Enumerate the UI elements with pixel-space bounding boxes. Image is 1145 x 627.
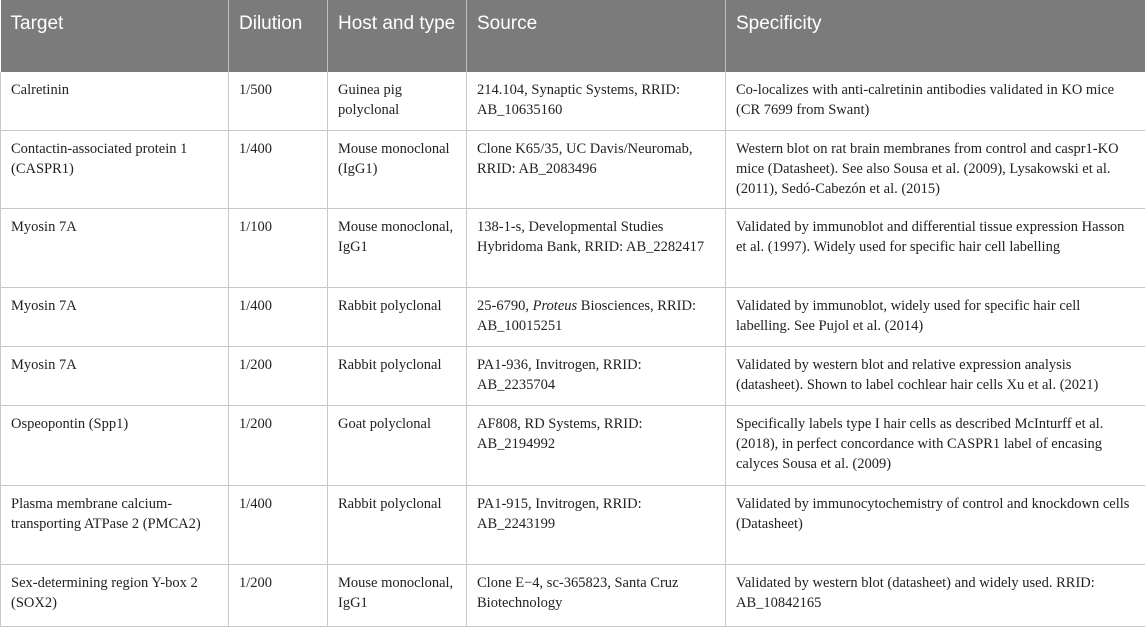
cell-specificity: Validated by western blot and relative expression analysis (datasheet). Shown to label cochlear hair cells Xu et al. (2021)	[726, 346, 1145, 405]
header-dilution: Dilution	[229, 0, 328, 72]
cell-target: Plasma membrane calcium-transporting ATPase 2 (PMCA2)	[1, 485, 229, 564]
cell-specificity: Validated by immunoblot and differential tissue expression Hasson et al. (1997). Widely used for specific hair cell labelling	[726, 208, 1145, 287]
cell-host: Mouse monoclonal, IgG1	[328, 564, 467, 626]
cell-target: Sex-determining region Y-box 2 (SOX2)	[1, 564, 229, 626]
cell-host: Rabbit polyclonal	[328, 346, 467, 405]
cell-source: Clone K65/35, UC Davis/Neuromab, RRID: AB_2083496	[467, 130, 726, 208]
cell-target: Ospeopontin (Spp1)	[1, 405, 229, 485]
cell-source	[467, 287, 726, 346]
table-body	[1, 72, 1145, 626]
table-row	[1, 72, 1145, 130]
cell-specificity: Validated by immunocytochemistry of control and knockdown cells (Datasheet)	[726, 485, 1145, 564]
cell-dilution: 1/200	[229, 564, 328, 626]
cell-specificity: Specifically labels type I hair cells as described McInturff et al. (2018), in perfect concordance with CASPR1 label of encasing calyces Sousa et al. (2009)	[726, 405, 1145, 485]
cell-specificity: Western blot on rat brain membranes from control and caspr1-KO mice (Datasheet). See also Sousa et al. (2009), Lysakowski et al. (2011), Sedó-Cabezón et al. (2015)	[726, 130, 1145, 208]
cell-dilution: 1/400	[229, 485, 328, 564]
cell-target: Myosin 7A	[1, 346, 229, 405]
table-row	[1, 346, 1145, 405]
header-specificity: Specificity	[726, 0, 1145, 72]
cell-source: AF808, RD Systems, RRID: AB_2194992	[467, 405, 726, 485]
cell-specificity: Validated by immunoblot, widely used for specific hair cell labelling. See Pujol et al. (2014)	[726, 287, 1145, 346]
cell-dilution: 1/400	[229, 130, 328, 208]
table-row	[1, 485, 1145, 564]
header-host-and-type: Host and type	[328, 0, 467, 72]
source-italic: Proteus	[532, 297, 578, 314]
cell-specificity: Validated by western blot (datasheet) and widely used. RRID: AB_10842165	[726, 564, 1145, 626]
cell-source: Clone E−4, sc-365823, Santa Cruz Biotechnology	[467, 564, 726, 626]
header-source: Source	[467, 0, 726, 72]
cell-source: PA1-936, Invitrogen, RRID: AB_2235704	[467, 346, 726, 405]
cell-target: Contactin-associated protein 1 (CASPR1)	[1, 130, 229, 208]
cell-dilution: 1/500	[229, 72, 328, 130]
cell-host: Mouse monoclonal, IgG1	[328, 208, 467, 287]
cell-specificity: Co-localizes with anti-calretinin antibodies validated in KO mice (CR 7699 from Swant)	[726, 72, 1145, 130]
table-row	[1, 287, 1145, 346]
cell-dilution: 1/200	[229, 405, 328, 485]
cell-host: Mouse monoclonal (IgG1)	[328, 130, 467, 208]
table-row	[1, 208, 1145, 287]
table-row	[1, 405, 1145, 485]
table-row	[1, 130, 1145, 208]
cell-dilution: 1/400	[229, 287, 328, 346]
cell-dilution: 1/100	[229, 208, 328, 287]
table-header	[1, 0, 1145, 72]
cell-host: Guinea pig polyclonal	[328, 72, 467, 130]
source-suffix: Biosciences, RRID: AB_10015251	[477, 297, 696, 334]
header-row	[1, 0, 1145, 72]
cell-source: PA1-915, Invitrogen, RRID: AB_2243199	[467, 485, 726, 564]
cell-host: Rabbit polyclonal	[328, 485, 467, 564]
source-prefix: 25-6790,	[477, 297, 533, 314]
cell-host: Rabbit polyclonal	[328, 287, 467, 346]
cell-target: Myosin 7A	[1, 208, 229, 287]
cell-source: 214.104, Synaptic Systems, RRID: AB_10635160	[467, 72, 726, 130]
cell-source: 138-1-s, Developmental Studies Hybridoma Bank, RRID: AB_2282417	[467, 208, 726, 287]
cell-dilution: 1/200	[229, 346, 328, 405]
header-target: Target	[1, 0, 229, 72]
cell-target: Calretinin	[1, 72, 229, 130]
cell-host: Goat polyclonal	[328, 405, 467, 485]
cell-target: Myosin 7A	[1, 287, 229, 346]
table-row	[1, 564, 1145, 626]
